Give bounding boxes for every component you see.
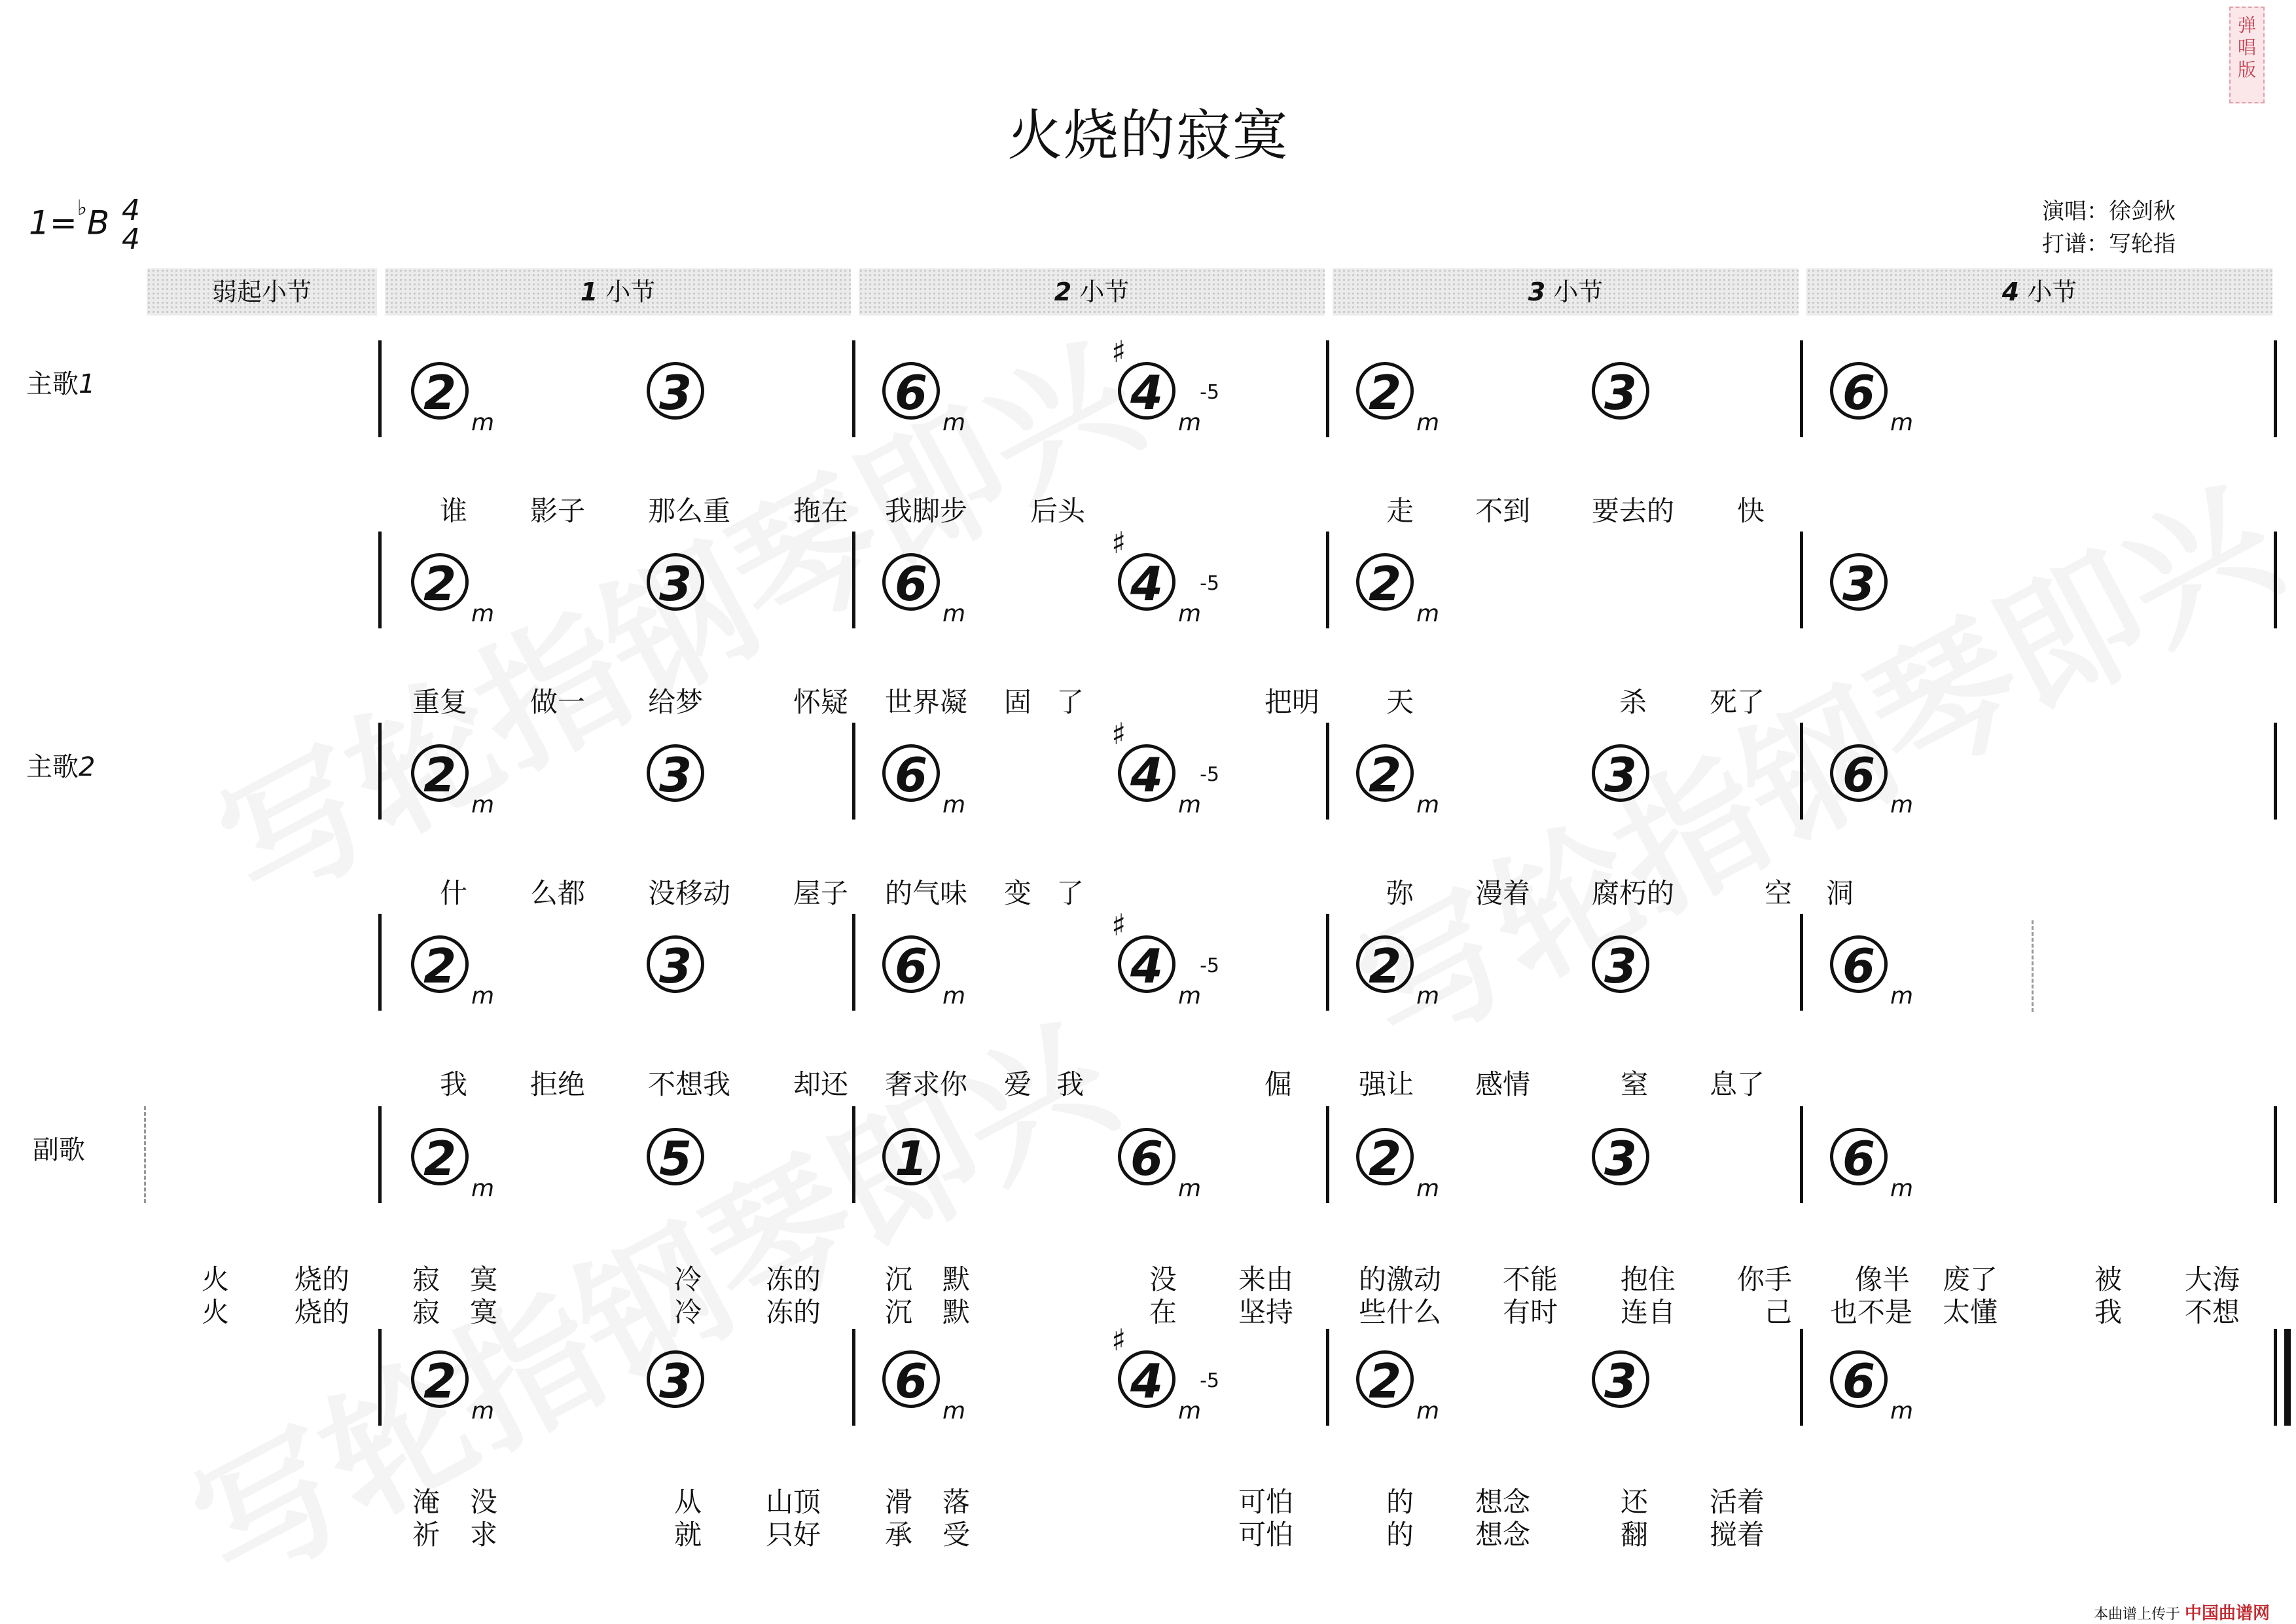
section-label-text: 主歌 bbox=[26, 752, 79, 782]
lyric-syllable: 没 bbox=[470, 1486, 498, 1518]
bar-line bbox=[378, 914, 382, 1011]
bar-line bbox=[852, 723, 855, 820]
lyric-syllable-line2: 不想 bbox=[2185, 1296, 2240, 1328]
section-label-text: 主歌 bbox=[26, 369, 79, 399]
chord-quality: m bbox=[1416, 1398, 1440, 1424]
lyric-syllable: 拒绝 bbox=[530, 1068, 586, 1100]
bar-line bbox=[378, 532, 382, 628]
lyric-syllable-line2: 连自 bbox=[1621, 1296, 1676, 1328]
chord-symbol bbox=[1592, 1343, 1649, 1408]
chord-quality: m bbox=[471, 983, 495, 1009]
bar-line bbox=[1326, 1106, 1329, 1203]
lyric-syllable: 倔 bbox=[1265, 1068, 1293, 1100]
bar-line bbox=[378, 340, 382, 437]
lyric-syllable: 爱 bbox=[1004, 1068, 1032, 1100]
bar-line bbox=[1326, 1329, 1329, 1426]
lyric-syllable: 变 bbox=[1004, 877, 1032, 909]
footer-text: 本曲谱上传于 bbox=[2093, 1606, 2180, 1623]
lyric-syllable-line2: 沉 bbox=[885, 1296, 913, 1328]
lyric-syllable: 不能 bbox=[1503, 1263, 1558, 1295]
measure-number: 2 bbox=[1054, 278, 1072, 306]
bar-line bbox=[852, 1329, 855, 1426]
chord-root: 2 bbox=[411, 744, 469, 802]
chord-symbol bbox=[1830, 1121, 1913, 1220]
lyric-syllable: 却还 bbox=[793, 1068, 849, 1100]
chord-symbol bbox=[1118, 737, 1219, 837]
chord-root: 4 bbox=[1118, 553, 1175, 611]
lyric-syllable-line2: 搅着 bbox=[1710, 1519, 1765, 1551]
chord-symbol bbox=[411, 928, 494, 1028]
chord-root: 3 bbox=[1592, 1350, 1649, 1408]
measure-header-label: 小节 bbox=[1545, 278, 1604, 306]
measure-header-1 bbox=[385, 268, 851, 316]
lyric-syllable-line2: 些什么 bbox=[1359, 1296, 1442, 1328]
lyric-syllable-line2: 有时 bbox=[1503, 1296, 1558, 1328]
lyric-syllable-line2: 在 bbox=[1149, 1296, 1177, 1328]
chord-root: 4 bbox=[1118, 744, 1175, 802]
measure-header-2 bbox=[859, 268, 1325, 316]
bar-line bbox=[378, 1106, 382, 1203]
bar-line bbox=[1800, 532, 1803, 628]
bar-line bbox=[1326, 723, 1329, 820]
section-label-verse1 bbox=[26, 363, 95, 401]
chord-root: 3 bbox=[1592, 1128, 1649, 1185]
lyric-syllable: 还 bbox=[1621, 1486, 1649, 1518]
chord-root: 4 bbox=[1118, 1350, 1175, 1408]
sharp-symbol: ♯ bbox=[1111, 907, 1126, 943]
lyric-syllable: 什 bbox=[440, 877, 468, 909]
chord-root: 5 bbox=[647, 1128, 704, 1185]
lyric-syllable: 像半 bbox=[1855, 1263, 1910, 1295]
lyric-syllable: 么都 bbox=[530, 877, 586, 909]
singer-credit: 演唱：徐剑秋 bbox=[2042, 198, 2176, 225]
measure-number: 1 bbox=[580, 278, 598, 306]
lyric-syllable: 不想我 bbox=[648, 1068, 731, 1100]
chord-symbol bbox=[882, 1343, 965, 1443]
lyric-syllable: 奢求你 bbox=[885, 1068, 968, 1100]
lyric-syllable: 冷 bbox=[674, 1263, 702, 1295]
chord-symbol bbox=[1592, 1121, 1649, 1185]
section-label-verse2 bbox=[26, 746, 95, 784]
lyric-syllable-line2: 翻 bbox=[1621, 1519, 1649, 1551]
pickup-bar-line bbox=[144, 1106, 148, 1203]
lyric-syllable: 没移动 bbox=[648, 877, 731, 909]
chord-root: 6 bbox=[1830, 744, 1888, 802]
lyric-syllable-line2: 想念 bbox=[1475, 1519, 1531, 1551]
page-title: 火烧的寂寞 bbox=[1007, 103, 1289, 168]
chord-quality: m bbox=[942, 791, 966, 818]
dashed-bar-line bbox=[2032, 920, 2036, 1012]
chord-root: 2 bbox=[411, 362, 469, 420]
flat-symbol: ♭ bbox=[77, 195, 87, 220]
chord-quality: m bbox=[942, 600, 966, 627]
credits bbox=[2042, 195, 2176, 261]
lyric-syllable: 被 bbox=[2094, 1263, 2123, 1295]
watermark bbox=[1319, 430, 2296, 1086]
chord-symbol bbox=[1356, 355, 1439, 454]
chord-quality: m bbox=[942, 409, 966, 436]
lyric-syllable: 息了 bbox=[1710, 1068, 1765, 1100]
chord-root: 2 bbox=[1356, 935, 1414, 993]
chord-symbol bbox=[1830, 546, 1888, 611]
chord-symbol bbox=[1356, 546, 1439, 645]
chord-symbol bbox=[1830, 355, 1913, 454]
chord-root: 3 bbox=[647, 362, 704, 420]
measure-number: 4 bbox=[2001, 278, 2020, 306]
lyric-syllable: 走 bbox=[1386, 495, 1414, 527]
lyric-syllable: 沉 bbox=[885, 1263, 913, 1295]
lyric-syllable-line2: 承 bbox=[885, 1519, 913, 1551]
measure-header-label: 小节 bbox=[2019, 278, 2077, 306]
final-bar-thick bbox=[2284, 1329, 2291, 1426]
measure-header-4 bbox=[1806, 268, 2272, 316]
bar-line bbox=[1326, 532, 1329, 628]
chord-extension: -5 bbox=[1200, 381, 1219, 404]
bar-line bbox=[2274, 723, 2277, 820]
lyric-syllable: 天 bbox=[1386, 686, 1414, 718]
lyric-syllable: 要去的 bbox=[1592, 495, 1675, 527]
lyric-syllable-line2: 烧的 bbox=[295, 1296, 350, 1328]
lyric-syllable: 滑 bbox=[885, 1486, 913, 1518]
lyric-syllable: 来由 bbox=[1238, 1263, 1294, 1295]
chord-root: 3 bbox=[647, 553, 704, 611]
chord-symbol bbox=[647, 928, 704, 993]
chord-root: 2 bbox=[1356, 553, 1414, 611]
bar-line bbox=[2274, 1106, 2277, 1203]
lyric-syllable: 淹 bbox=[412, 1486, 440, 1518]
chord-quality: m bbox=[1890, 791, 1914, 818]
bar-line bbox=[1800, 340, 1803, 437]
chord-quality: m bbox=[1416, 1175, 1440, 1202]
chord-root: 2 bbox=[1356, 744, 1414, 802]
chord-quality: m bbox=[942, 1398, 966, 1424]
lyric-syllable: 我脚步 bbox=[885, 495, 968, 527]
key-one: 1 bbox=[29, 204, 50, 242]
chord-quality: m bbox=[1178, 600, 1202, 627]
lyric-syllable-line2: 己 bbox=[1765, 1296, 1793, 1328]
footer bbox=[2094, 1600, 2270, 1624]
lyric-syllable: 默 bbox=[942, 1263, 971, 1295]
sharp-symbol: ♯ bbox=[1111, 1322, 1126, 1358]
lyric-syllable-line2: 祈 bbox=[412, 1519, 440, 1551]
chord-symbol bbox=[647, 737, 704, 802]
chord-quality: m bbox=[1890, 1398, 1914, 1424]
lyric-syllable: 后头 bbox=[1030, 495, 1086, 527]
lyric-syllable-line2: 默 bbox=[942, 1296, 971, 1328]
chord-root: 2 bbox=[1356, 1350, 1414, 1408]
chord-quality: m bbox=[1178, 1398, 1202, 1424]
lyric-syllable-line2: 也不是 bbox=[1830, 1296, 1913, 1328]
chord-quality: m bbox=[471, 409, 495, 436]
chord-root: 3 bbox=[1592, 744, 1649, 802]
bar-line bbox=[2274, 340, 2277, 437]
chord-root: 2 bbox=[1356, 362, 1414, 420]
chord-symbol bbox=[1356, 737, 1439, 837]
lyric-syllable: 漫着 bbox=[1475, 877, 1531, 909]
chord-root: 6 bbox=[882, 935, 940, 993]
lyric-syllable: 抱住 bbox=[1621, 1263, 1676, 1295]
lyric-syllable-line2: 火 bbox=[202, 1296, 230, 1328]
lyric-syllable: 把明 bbox=[1265, 686, 1320, 718]
key-note: B bbox=[86, 204, 110, 242]
chord-root: 6 bbox=[1830, 935, 1888, 993]
chord-root: 6 bbox=[1118, 1128, 1175, 1185]
chord-symbol bbox=[1118, 1343, 1219, 1443]
lyric-syllable-line2: 冻的 bbox=[766, 1296, 821, 1328]
lyric-syllable-line2: 太懂 bbox=[1943, 1296, 1998, 1328]
lyric-syllable: 弥 bbox=[1386, 877, 1414, 909]
chord-symbol bbox=[411, 1121, 494, 1220]
time-signature bbox=[118, 196, 144, 254]
chord-root: 3 bbox=[647, 935, 704, 993]
chord-root: 2 bbox=[411, 1350, 469, 1408]
chord-quality: m bbox=[1416, 600, 1440, 627]
lyric-syllable-line2: 只好 bbox=[766, 1519, 821, 1551]
chord-quality: m bbox=[942, 983, 966, 1009]
chord-quality: m bbox=[471, 1175, 495, 1202]
lyric-syllable: 火 bbox=[202, 1263, 230, 1295]
chord-root: 3 bbox=[1830, 553, 1888, 611]
chord-quality: m bbox=[1890, 983, 1914, 1009]
chord-quality: m bbox=[1890, 409, 1914, 436]
lyric-syllable: 大海 bbox=[2185, 1263, 2240, 1295]
lyric-syllable: 了 bbox=[1056, 877, 1085, 909]
bar-line bbox=[2274, 1329, 2277, 1426]
lyric-syllable: 拖在 bbox=[793, 495, 849, 527]
measure-header-3 bbox=[1333, 268, 1799, 316]
lyric-syllable: 屋子 bbox=[793, 877, 849, 909]
chord-symbol bbox=[1356, 1343, 1439, 1443]
arranger-credit: 打谱：写轮指 bbox=[2042, 231, 2176, 257]
chord-symbol bbox=[1830, 928, 1913, 1028]
chord-root: 1 bbox=[882, 1128, 940, 1185]
chord-quality: m bbox=[1178, 1175, 1202, 1202]
chord-symbol bbox=[1830, 1343, 1913, 1443]
chord-root: 3 bbox=[647, 1350, 704, 1408]
chord-quality: m bbox=[1178, 409, 1202, 436]
chord-quality: m bbox=[471, 791, 495, 818]
lyric-syllable: 了 bbox=[1056, 686, 1085, 718]
lyric-syllable: 活着 bbox=[1710, 1486, 1765, 1518]
lyric-syllable: 的气味 bbox=[885, 877, 968, 909]
chord-extension: -5 bbox=[1200, 763, 1219, 786]
sharp-symbol: ♯ bbox=[1111, 334, 1126, 369]
lyric-syllable: 想念 bbox=[1475, 1486, 1531, 1518]
chord-root: 3 bbox=[1592, 362, 1649, 420]
time-signature-top: 4 bbox=[122, 194, 140, 227]
lyric-syllable: 强让 bbox=[1359, 1068, 1414, 1100]
chord-root: 2 bbox=[411, 553, 469, 611]
measure-header-label: 小节 bbox=[598, 278, 656, 306]
chord-root: 4 bbox=[1118, 362, 1175, 420]
footer-site: 中国曲谱网 bbox=[2184, 1604, 2270, 1623]
lyric-syllable-line2: 就 bbox=[674, 1519, 702, 1551]
lyric-syllable: 冻的 bbox=[766, 1263, 821, 1295]
bar-line bbox=[1800, 914, 1803, 1011]
chord-quality: m bbox=[1178, 983, 1202, 1009]
lyric-syllable: 寞 bbox=[470, 1263, 498, 1295]
chord-root: 6 bbox=[1830, 1350, 1888, 1408]
chord-symbol bbox=[411, 355, 494, 454]
chord-root: 6 bbox=[1830, 1128, 1888, 1185]
chord-quality: m bbox=[471, 600, 495, 627]
version-badge: 弹唱版 bbox=[2229, 7, 2265, 103]
sharp-symbol: ♯ bbox=[1111, 716, 1126, 751]
lyric-syllable: 世界凝 bbox=[885, 686, 968, 718]
bar-line bbox=[1326, 340, 1329, 437]
measure-header-label: 小节 bbox=[1071, 278, 1130, 306]
lyric-syllable-line2: 寞 bbox=[470, 1296, 498, 1328]
chord-root: 2 bbox=[411, 1128, 469, 1185]
chord-root: 6 bbox=[882, 1350, 940, 1408]
chord-root: 3 bbox=[1592, 935, 1649, 993]
section-label-number: 1 bbox=[79, 369, 96, 399]
section-label-number: 2 bbox=[79, 752, 96, 782]
lyric-syllable: 死了 bbox=[1710, 686, 1765, 718]
chord-symbol bbox=[1356, 1121, 1439, 1220]
chord-root: 2 bbox=[1356, 1128, 1414, 1185]
chord-root: 6 bbox=[882, 553, 940, 611]
lyric-syllable: 山顶 bbox=[766, 1486, 821, 1518]
chord-quality: m bbox=[1416, 983, 1440, 1009]
measure-header-pickup bbox=[147, 268, 377, 316]
measure-number: 3 bbox=[1528, 278, 1546, 306]
lyric-syllable: 做一 bbox=[530, 686, 586, 718]
measure-header-label: 弱起小节 bbox=[211, 278, 312, 306]
chord-root: 4 bbox=[1118, 935, 1175, 993]
lyric-syllable-line2: 求 bbox=[470, 1519, 498, 1551]
chord-quality: m bbox=[471, 1398, 495, 1424]
chord-root: 6 bbox=[882, 362, 940, 420]
chord-symbol bbox=[647, 355, 704, 420]
chord-root: 6 bbox=[1830, 362, 1888, 420]
lyric-syllable: 影子 bbox=[530, 495, 586, 527]
lyric-syllable: 空 bbox=[1765, 877, 1793, 909]
chord-quality: m bbox=[1890, 1175, 1914, 1202]
lyric-syllable-line2: 我 bbox=[2094, 1296, 2123, 1328]
lyric-syllable: 废了 bbox=[1943, 1263, 1998, 1295]
chord-quality: m bbox=[1178, 791, 1202, 818]
lyric-syllable: 怀疑 bbox=[793, 686, 849, 718]
lyric-syllable: 烧的 bbox=[295, 1263, 350, 1295]
lyric-syllable: 窒 bbox=[1621, 1068, 1649, 1100]
lyric-syllable-line2: 受 bbox=[942, 1519, 971, 1551]
chord-extension: -5 bbox=[1200, 1369, 1219, 1392]
lyric-syllable: 的激动 bbox=[1359, 1263, 1442, 1295]
lyric-syllable: 那么重 bbox=[648, 495, 731, 527]
chord-symbol bbox=[1592, 355, 1649, 420]
key-signature bbox=[29, 195, 110, 242]
bar-line bbox=[1800, 1106, 1803, 1203]
lyric-syllable: 你手 bbox=[1737, 1263, 1793, 1295]
sharp-symbol: ♯ bbox=[1111, 525, 1126, 560]
lyric-syllable: 寂 bbox=[412, 1263, 440, 1295]
lyric-syllable-line2: 寂 bbox=[412, 1296, 440, 1328]
chord-root: 6 bbox=[882, 744, 940, 802]
chord-symbol bbox=[882, 737, 965, 837]
chord-extension: -5 bbox=[1200, 572, 1219, 595]
lyric-syllable: 洞 bbox=[1826, 877, 1854, 909]
lyric-syllable: 给梦 bbox=[648, 686, 704, 718]
section-label-chorus: 副歌 bbox=[33, 1135, 85, 1165]
chord-quality: m bbox=[1416, 409, 1440, 436]
lyric-syllable: 重复 bbox=[412, 686, 468, 718]
lyric-syllable: 谁 bbox=[440, 495, 468, 527]
chord-symbol bbox=[882, 928, 965, 1028]
chord-quality: m bbox=[1416, 791, 1440, 818]
lyric-syllable: 感情 bbox=[1475, 1068, 1531, 1100]
bar-line bbox=[852, 914, 855, 1011]
chord-extension: -5 bbox=[1200, 954, 1219, 977]
lyric-syllable-line2: 的 bbox=[1386, 1519, 1414, 1551]
key-eq: = bbox=[49, 204, 77, 242]
lyric-syllable: 我 bbox=[440, 1068, 468, 1100]
lyric-syllable: 可怕 bbox=[1238, 1486, 1294, 1518]
lyric-syllable: 不到 bbox=[1475, 495, 1531, 527]
lyric-syllable: 杀 bbox=[1619, 686, 1647, 718]
lyric-syllable: 没 bbox=[1149, 1263, 1177, 1295]
bar-line bbox=[1800, 1329, 1803, 1426]
lyric-syllable: 从 bbox=[674, 1486, 702, 1518]
chord-root: 3 bbox=[647, 744, 704, 802]
chord-symbol bbox=[1118, 928, 1219, 1028]
lyric-syllable-line2: 冷 bbox=[674, 1296, 702, 1328]
chord-root: 2 bbox=[411, 935, 469, 993]
lyric-syllable: 我 bbox=[1056, 1068, 1085, 1100]
lyric-syllable: 固 bbox=[1004, 686, 1032, 718]
lyric-syllable: 的 bbox=[1386, 1486, 1414, 1518]
lyric-syllable: 腐朽的 bbox=[1592, 877, 1675, 909]
lyric-syllable: 快 bbox=[1737, 495, 1765, 527]
lyric-syllable: 落 bbox=[942, 1486, 971, 1518]
lyric-syllable-line2: 坚持 bbox=[1238, 1296, 1294, 1328]
bar-line bbox=[1326, 914, 1329, 1011]
lyric-syllable-line2: 可怕 bbox=[1238, 1519, 1294, 1551]
chord-symbol bbox=[1118, 546, 1219, 645]
time-signature-bottom: 4 bbox=[122, 223, 140, 256]
